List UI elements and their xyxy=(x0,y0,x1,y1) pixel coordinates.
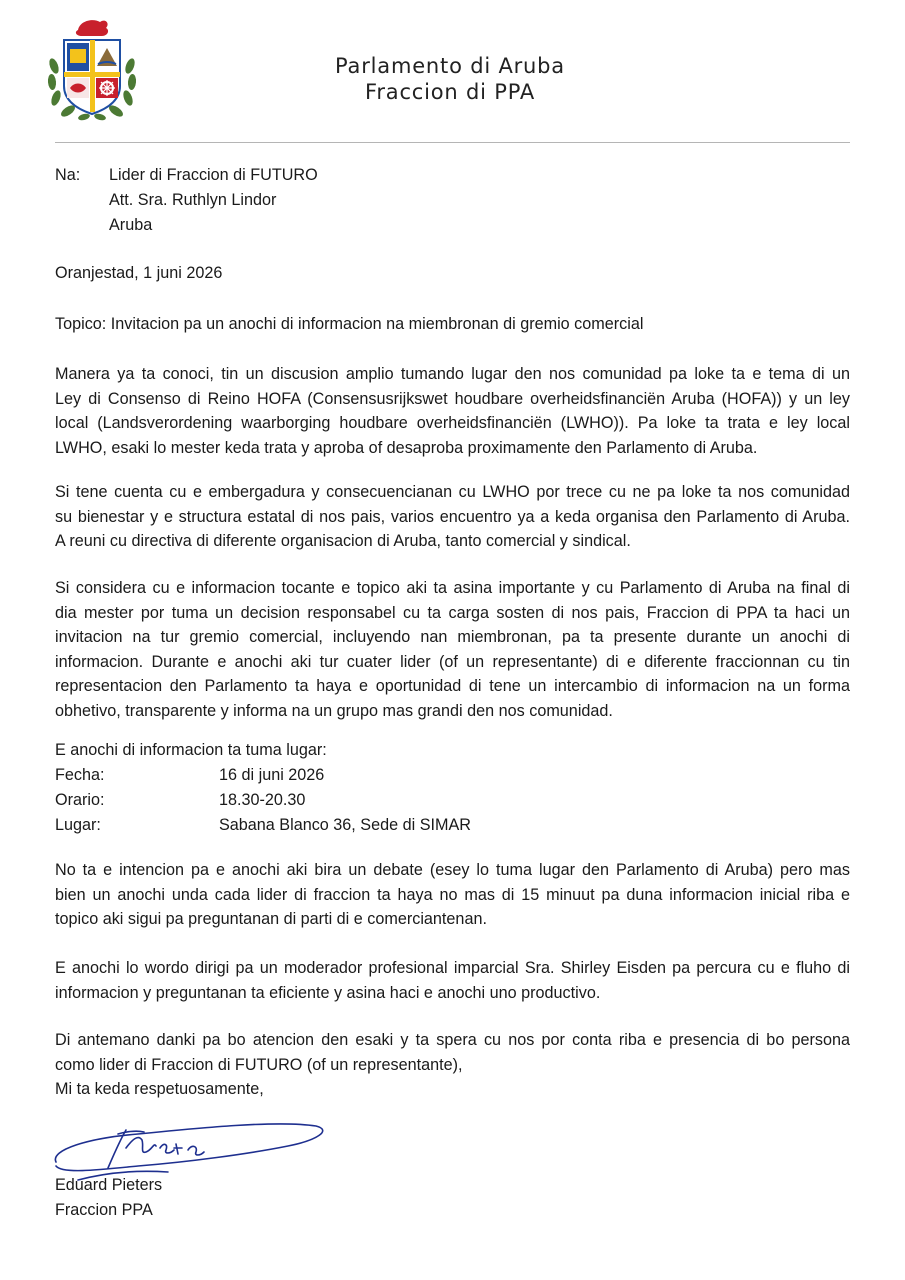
header-fraction-title: Fraccion di PPA xyxy=(364,80,535,104)
body-paragraph xyxy=(55,858,850,932)
event-row-date xyxy=(55,763,655,788)
event-details xyxy=(55,738,655,838)
paragraph-line: No ta e intencion pa e anochi aki bira un debate (esey lo tuma lugar den Parlamento di Aruba) pero mas xyxy=(55,861,850,879)
event-label: Fecha: xyxy=(55,766,105,784)
event-value: Sabana Blanco 36, Sede di SIMAR xyxy=(219,816,471,834)
address-line: Aruba xyxy=(109,216,153,234)
event-label: Orario: xyxy=(55,791,105,809)
topic-line: Topico: Invitacion pa un anochi di informacion na miembronan di gremio comercial xyxy=(55,315,644,333)
paragraph-line: representacion den Parlamento ta haya e oportunidad di tene un intercambio di informacion na un forma xyxy=(55,677,850,696)
closing-paragraph xyxy=(55,1028,850,1102)
paragraph-line: topico aki sigui pa preguntanan di parti di e comerciantenan. xyxy=(55,910,487,929)
paragraph-line: Si considera cu e informacion tocante e topico aki ta asina importante y cu Parlamento di Aruba na final di xyxy=(55,579,850,597)
paragraph-line: Mi ta keda respetuosamente, xyxy=(55,1080,264,1099)
address-label: Na: xyxy=(55,166,81,184)
event-row-time xyxy=(55,788,655,813)
paragraph-line: informacion. Durante e anochi aki tur cuater lider (of un representante) di e diferente fraccionnan cu tin xyxy=(55,652,850,671)
paragraph-line: como lider di Fraccion di FUTURO (of un representante), xyxy=(55,1055,463,1074)
header-divider xyxy=(55,142,850,143)
paragraph-line: dia mester por tuma un decision responsabel cu ta carga sosten di nos pais, Fraccion di PPA ta haci un xyxy=(55,603,850,622)
paragraph-line: LWHO, esaki lo mester keda trata y aproba of desaproba proximamente den Parlamento di Aruba. xyxy=(55,438,758,457)
date-line: Oranjestad, 1 juni 2026 xyxy=(55,264,223,282)
body-paragraph xyxy=(55,956,850,1005)
paragraph-line: E anochi lo wordo dirigi pa un moderador profesional imparcial Sra. Shirley Eisden pa percura cu e fluho di xyxy=(55,959,850,977)
signer-block xyxy=(55,1173,162,1222)
address-line: Att. Sra. Ruthlyn Lindor xyxy=(109,191,277,209)
aruba-coat-of-arms-icon xyxy=(44,16,140,124)
paragraph-line: invitacion na tur gremio comercial, incluyendo nan miembronan, pa ta presente durante un anochi di xyxy=(55,628,850,647)
body-paragraph xyxy=(55,362,850,460)
signer-role: Fraccion PPA xyxy=(55,1200,153,1219)
event-row-location xyxy=(55,813,655,838)
event-value: 18.30-20.30 xyxy=(219,791,306,809)
paragraph-line: Manera ya ta conoci, tin un discusion amplio tumando lugar den nos comunidad pa loke ta e tema di un xyxy=(55,365,850,383)
paragraph-line: su bienestar y e structura estatal di nos pais, varios encuentro ya a keda organisa den Parlamento di Aruba. xyxy=(55,507,850,526)
paragraph-line: bien un anochi unda cada lider di fraccion ta haya no mas di 15 minuut pa duna informacion inicial riba e xyxy=(55,885,850,904)
paragraph-line: Si tene cuenta cu e embergadura y consecuencianan cu LWHO por trece cu ne pa loke ta nos comunidad xyxy=(55,483,850,501)
body-paragraph xyxy=(55,576,850,724)
body-paragraph xyxy=(55,480,850,554)
header-parliament-title: Parlamento di Aruba xyxy=(335,54,565,78)
paragraph-line: Ley di Consenso di Reino HOFA (Consensusrijkswet houdbare overheidsfinanciën Aruba (HOFA)) y un ley xyxy=(55,389,850,408)
signer-name: Eduard Pieters xyxy=(55,1176,163,1194)
address-line: Lider di Fraccion di FUTURO xyxy=(109,166,318,184)
paragraph-line: informacion y preguntanan ta eficiente y asina haci e anochi uno productivo. xyxy=(55,983,601,1002)
event-intro: E anochi di informacion ta tuma lugar: xyxy=(55,741,327,759)
event-label: Lugar: xyxy=(55,816,101,834)
address-block xyxy=(109,163,318,238)
paragraph-line: obhetivo, transparente y informa na un grupo mas grandi den nos comunidad. xyxy=(55,701,613,720)
paragraph-line: A reuni cu directiva di diferente organisacion di Aruba, tanto comercial y sindical. xyxy=(55,532,631,551)
paragraph-line: Di antemano danki pa bo atencion den esaki y ta spera cu nos por conta riba e presencia di bo persona xyxy=(55,1031,850,1049)
event-value: 16 di juni 2026 xyxy=(219,766,325,784)
paragraph-line: local (Landsverordening waarborging houdbare overheidsfinanciën (LWHO)). Pa loke ta trata e ley local xyxy=(55,414,850,433)
